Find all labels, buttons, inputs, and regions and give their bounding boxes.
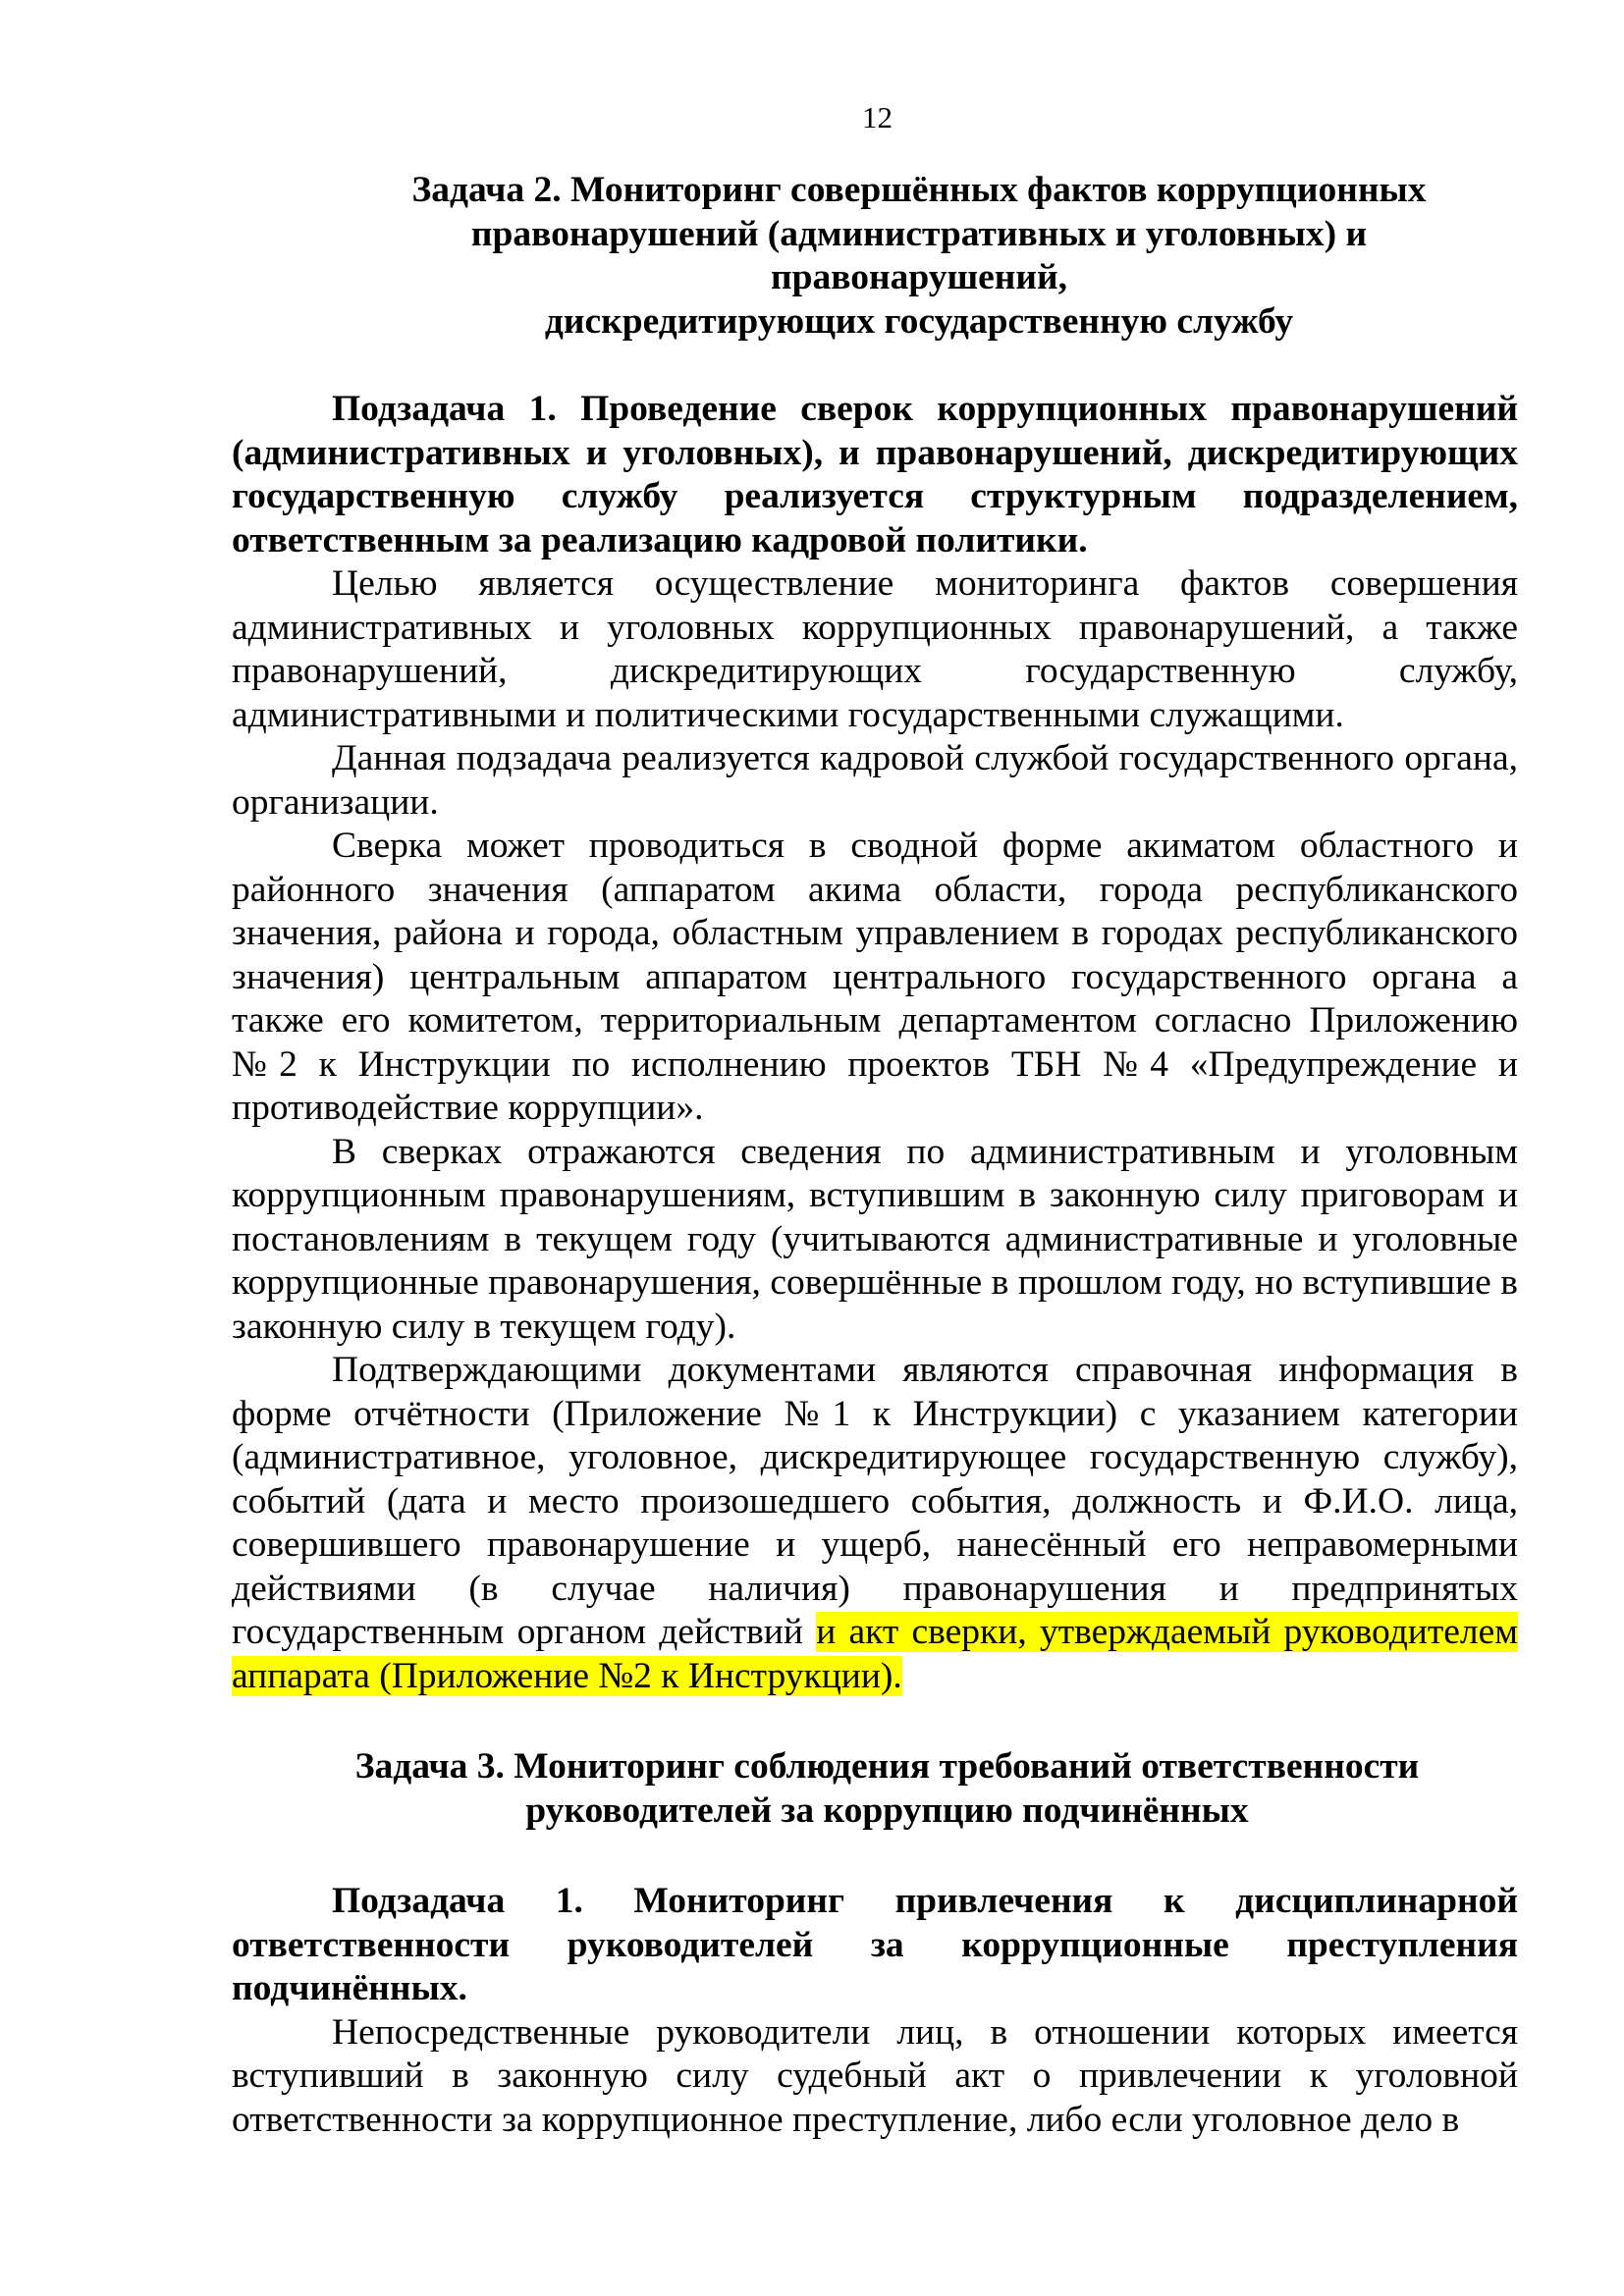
task-3-heading-line: руководителей за коррупцию подчинённых	[525, 1789, 1249, 1831]
spacer	[232, 1698, 1518, 1745]
task-3-subtask-1-heading: Подзадача 1. Мониторинг привлечения к дисциплинарной ответственности руководителей за коррупционные преступления подчинённых.	[232, 1881, 1518, 2008]
highlighted-text: и акт сверки, утверждаемый руководителем аппарата (Приложение №2 к Инструкции).	[232, 1612, 1518, 1696]
paragraph-with-highlight	[232, 1349, 1518, 1698]
page-number: 12	[862, 100, 893, 134]
spacer	[232, 344, 1518, 388]
task-2-heading-line: правонарушений (административных и уголовных) и правонарушений,	[470, 213, 1368, 297]
page-content	[232, 169, 1518, 2142]
task-2-heading-line: дискредитирующих государственную службу	[544, 300, 1294, 342]
paragraph: Непосредственные руководители лиц, в отношении которых имеется вступивший в законную силу судебный акт о привлечении к уголовной ответственности за коррупционное преступление, либо если уголовное дело в	[232, 2011, 1518, 2140]
task-3-heading-line: Задача 3. Мониторинг соблюдения требований ответственности	[354, 1746, 1420, 1787]
paragraph: Целью является осуществление мониторинга фактов совершения административных и уголовных коррупционных правонарушений, а также правонарушений, дискредитирующих государственную службу, административными и политическими государственными служащими.	[232, 563, 1518, 735]
task-2-heading-line: Задача 2. Мониторинг совершённых фактов коррупционных	[411, 170, 1427, 210]
paragraph: В сверках отражаются сведения по административным и уголовным коррупционным правонарушениям, вступившим в законную силу приговорам и постановлениям в текущем году (учитываются административные и уголовные коррупционные правонарушения, совершённые в прошлом году, но вступившие в законную силу в текущем году).	[232, 1131, 1518, 1347]
task-2-subtask-1-heading: Подзадача 1. Проведение сверок коррупционных правонарушений (административных и уголовных), и правонарушений, дискредитирующих государственную службу реализуется структурным подразделением, ответственным за реализацию кадровой политики.	[232, 389, 1518, 561]
paragraph: Сверка может проводиться в сводной форме акиматом областного и районного значения (аппаратом акима области, города республиканского значения, района и города, областным управлением в городах республиканского значения) центральным аппаратом центрального государственного органа а также его комитетом, территориальным департаментом согласно Приложению №2 к Инструкции по исполнению проектов ТБН №4 «Предупреждение и противодействие коррупции».	[232, 826, 1518, 1128]
spacer	[232, 1833, 1518, 1880]
paragraph: Данная подзадача реализуется кадровой службой государственного органа, организации.	[232, 738, 1518, 823]
task-2-heading	[232, 169, 1518, 344]
paragraph-text: Подтверждающими документами являются справочная информация в форме отчётности (Приложение №1 к Инструкции) с указанием категории (административное, уголовное, дискредитирующее государственную службу), событий (дата и место произошедшего события, должность и Ф.И.О. лица, совершившего правонарушение и ущерб, нанесённый его неправомерными действиями (в случае наличия) правонарушения и предпринятых государственным органом действий	[232, 1350, 1518, 1652]
task-3-heading	[232, 1745, 1518, 1833]
